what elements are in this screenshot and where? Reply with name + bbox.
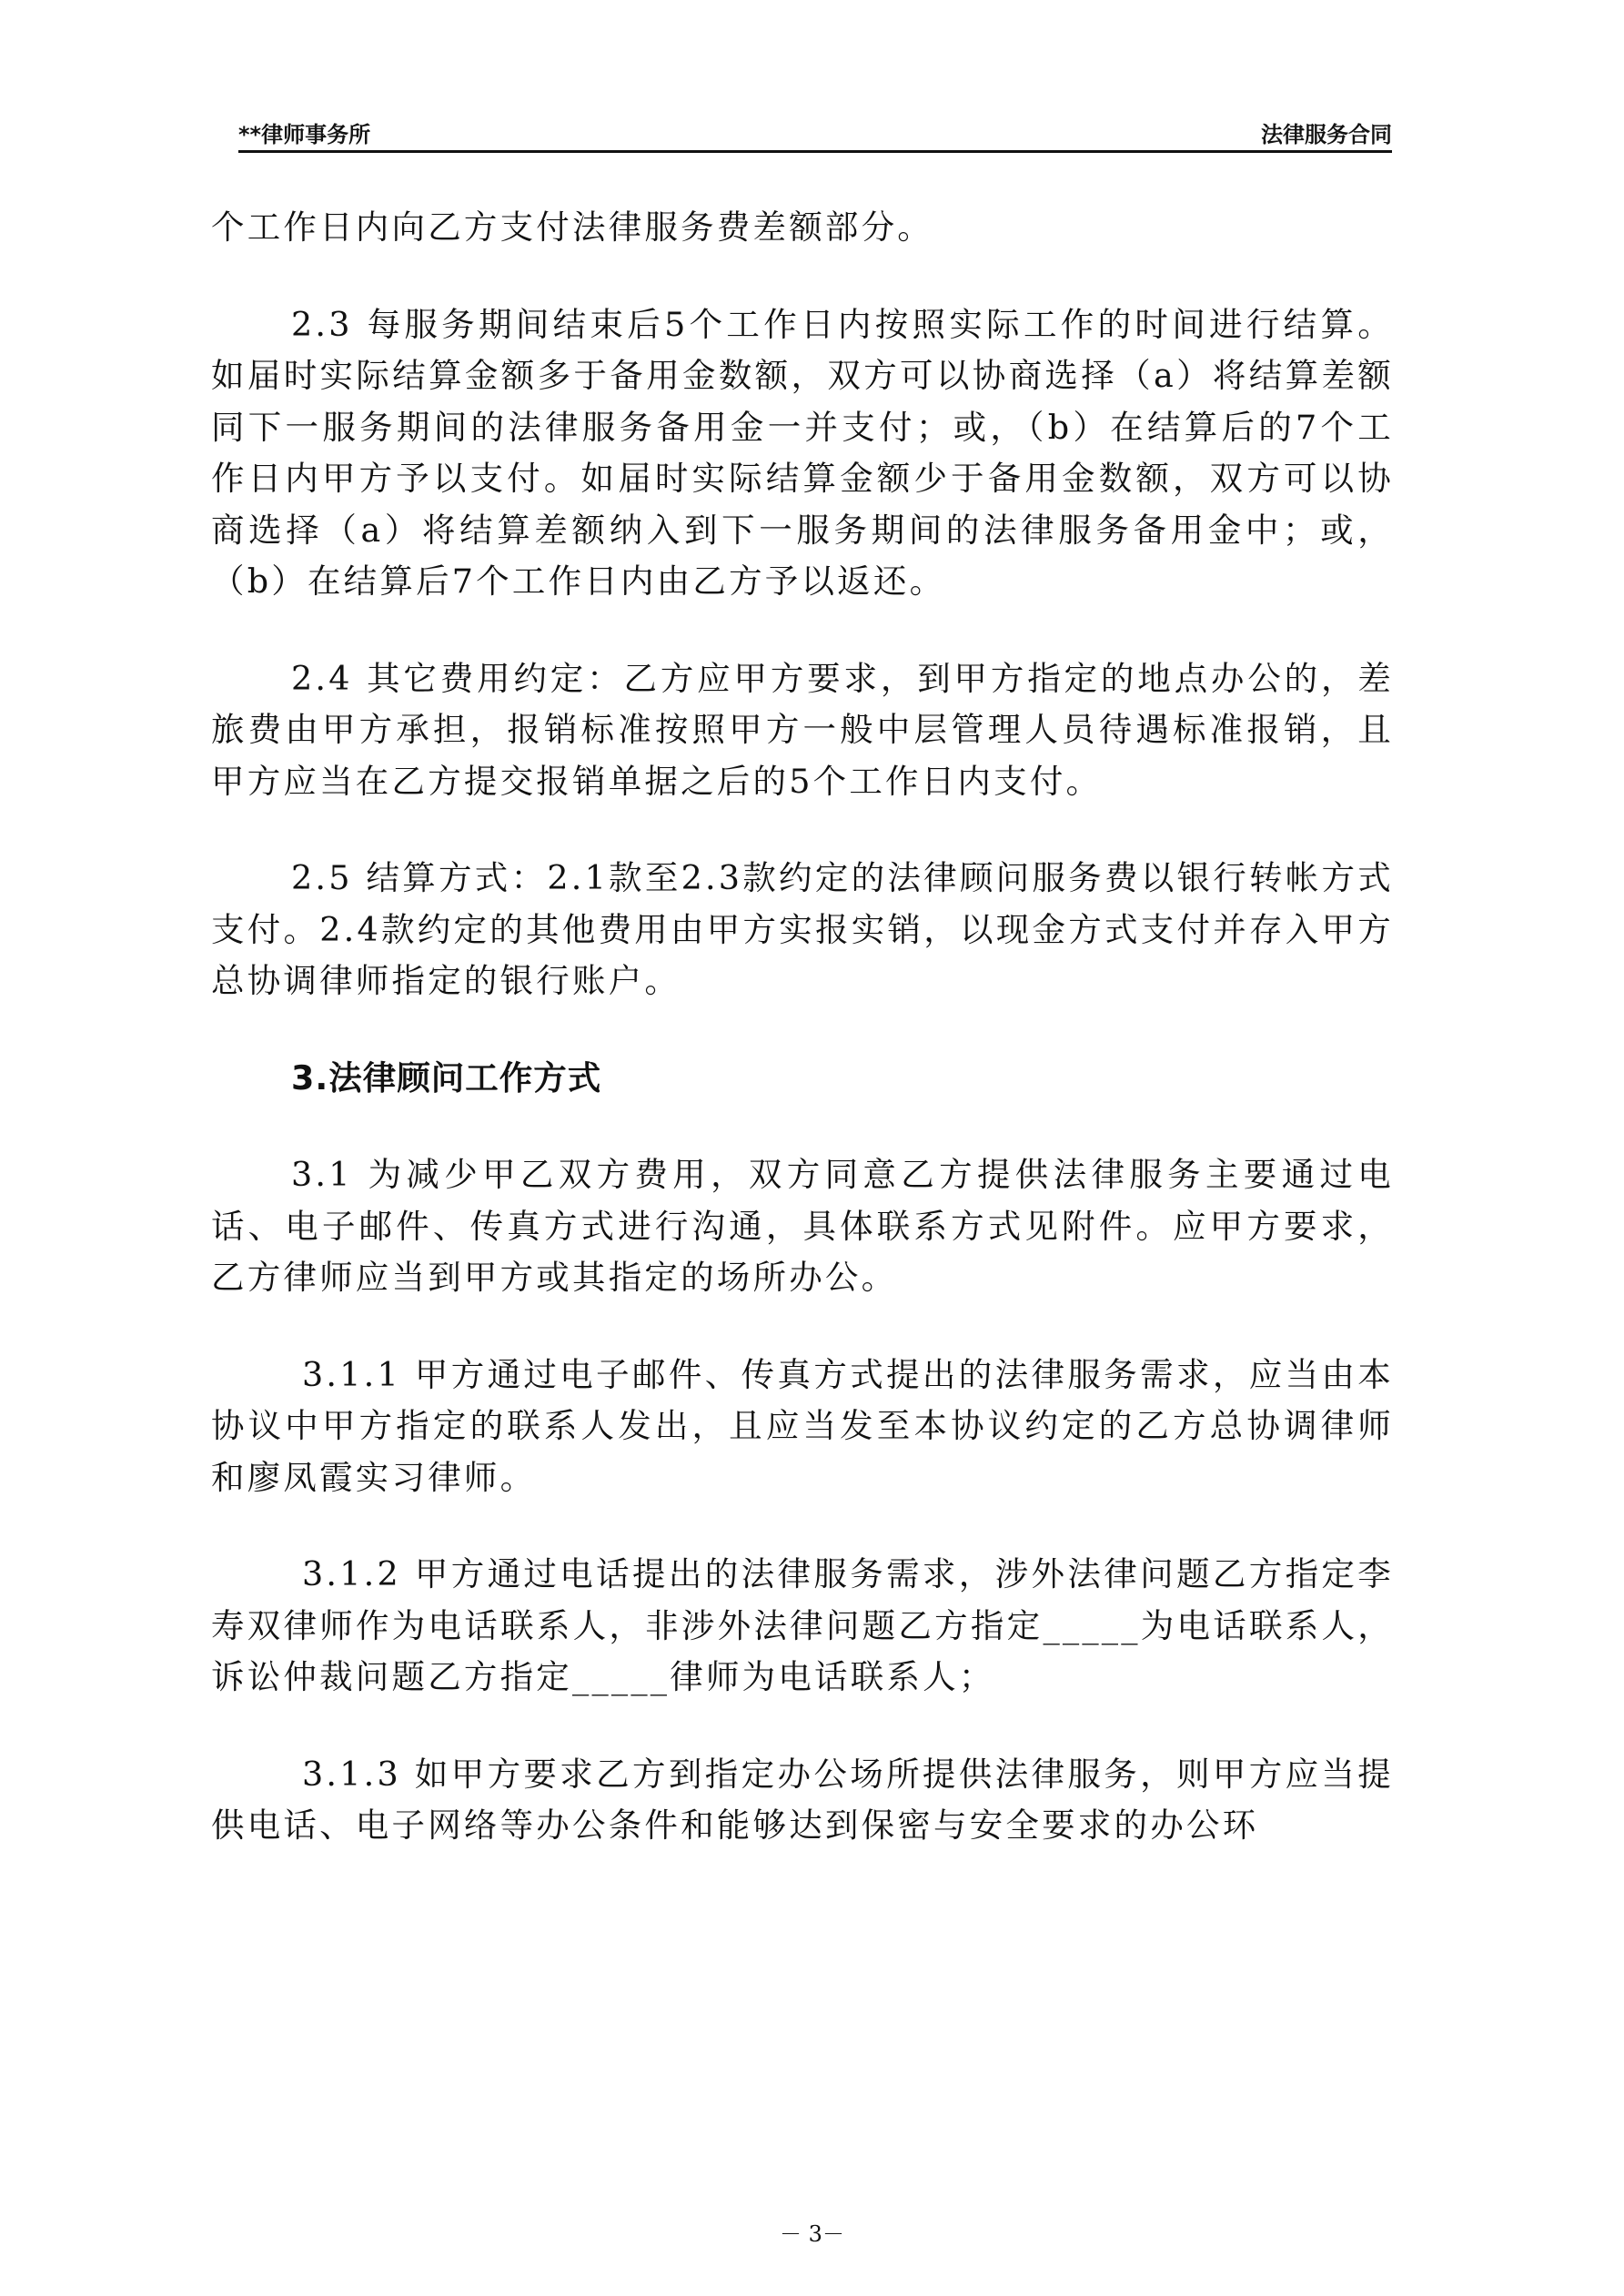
clause-3-1-2: 3.1.2 甲方通过电话提出的法律服务需求，涉外法律问题乙方指定李寿双律师作为电话联系人，非涉外法律问题乙方指定_____为电话联系人，诉讼仲裁问题乙方指定_____律师为电话联系人； <box>211 1554 1394 1696</box>
page-number: － 3－ <box>780 2221 844 2247</box>
clause-3-1-1: 3.1.1 甲方通过电子邮件、传真方式提出的法律服务需求，应当由本协议中甲方指定的联系人发出，且应当发至本协议约定的乙方总协调律师和廖凤霞实习律师。 <box>211 1354 1394 1497</box>
document-body <box>211 202 1394 1852</box>
clause-3-1-3: 3.1.3 如甲方要求乙方到指定办公场所提供法律服务，则甲方应当提供电话、电子网络等办公条件和能够达到保密与安全要求的办公环 <box>211 1754 1394 1845</box>
page-header <box>238 116 1392 153</box>
clause-3-1: 3.1 为减少甲乙双方费用，双方同意乙方提供法律服务主要通过电话、电子邮件、传真方式进行沟通，具体联系方式见附件。应甲方要求，乙方律师应当到甲方或其指定的场所办公。 <box>211 1155 1394 1297</box>
clause-2-3: 2.3 每服务期间结束后5个工作日内按照实际工作的时间进行结算。如届时实际结算金额多于备用金数额，双方可以协商选择（a）将结算差额同下一服务期间的法律服务备用金一并支付；或，（b）在结算后的7个工作日内甲方予以支付。如届时实际结算金额少于备用金数额，双方可以协商选择（a）将结算差额纳入到下一服务期间的法律服务备用金中；或，（b）在结算后7个工作日内由乙方予以返还。 <box>211 304 1394 601</box>
header-divider <box>238 150 1392 153</box>
clause-2-5: 2.5 结算方式：2.1款至2.3款约定的法律顾问服务费以银行转帐方式支付。2.4款约定的其他费用由甲方实报实销，以现金方式支付并存入甲方总协调律师指定的银行账户。 <box>211 858 1394 1000</box>
header-document-title: 法律服务合同 <box>1261 122 1392 147</box>
clause-2-4: 2.4 其它费用约定：乙方应甲方要求，到甲方指定的地点办公的，差旅费由甲方承担，报销标准按照甲方一般中层管理人员待遇标准报销，且甲方应当在乙方提交报销单据之后的5个工作日内支付。 <box>211 658 1394 801</box>
header-firm-name: **律师事务所 <box>238 122 371 147</box>
section-heading-3: 3.法律顾问工作方式 <box>291 1057 602 1097</box>
paragraph-continuation: 个工作日内向乙方支付法律服务费差额部分。 <box>211 207 933 247</box>
